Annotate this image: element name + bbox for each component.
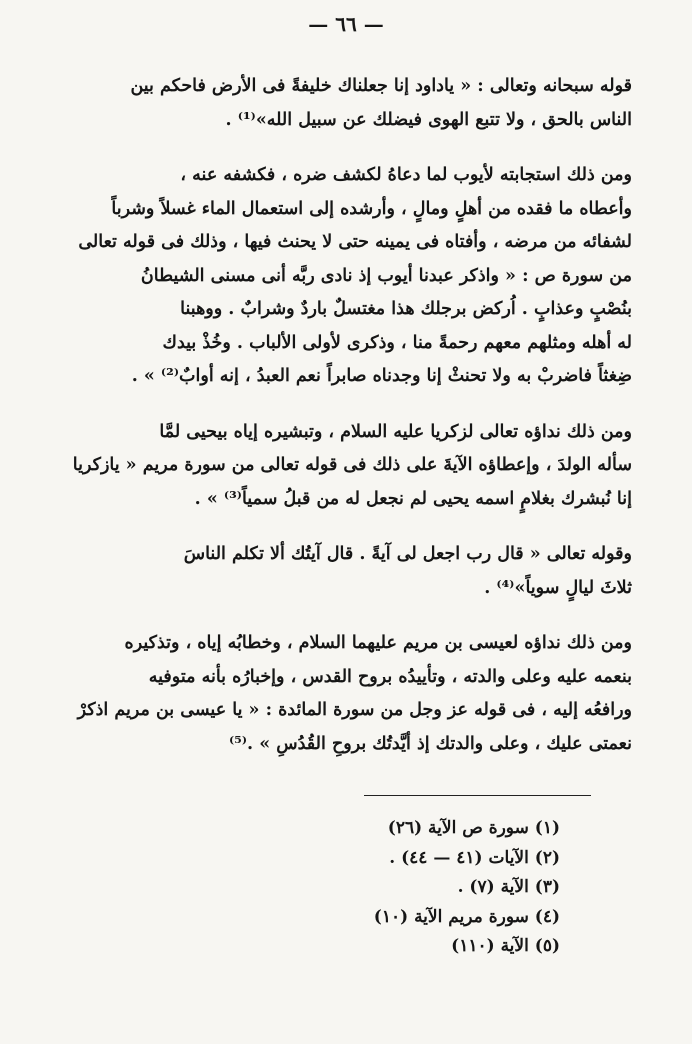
text-line: قوله سبحانه وتعالى : « ياداود إنا جعلناك خليفةً فى الأرض فاحكم بين (130, 76, 632, 96)
footnote-divider (364, 795, 591, 796)
footnote: (٤) سورة مريم الآية (١٠) (373, 906, 560, 927)
text-line: بنُصْبٍ وعذابٍ . اُركض برجلك هذا مغتسلٌ باردٌ وشرابٌ . ووهبنا (180, 299, 632, 319)
text-line: نعمتى عليك ، وعلى والدتك إذ أيَّدتُك بروحِ القُدُسِ » .⁽⁵⁾ (228, 733, 632, 754)
text-line: ضِغثاً فاضربْ به ولا تحنثْ إنا وجدناه صابراً نعم العبدُ ، إنه أوابٌ⁽²⁾ » . (131, 366, 632, 386)
paragraph-3 (60, 416, 632, 517)
text-line: ورافعُه إليه ، فى قوله عز وجل من سورة المائدة : « يا عيسى بن مريم اذكرْ (77, 700, 632, 720)
text-line: من سورة ص : « واذكر عبدنا أيوب إذ نادى ربَّه أنى مسنى الشيطانُ (140, 265, 632, 286)
text-line: ومن ذلك نداؤه تعالى لزكريا عليه السلام ، وتبشيره إياه بيحيى لمَّا (159, 421, 632, 442)
text-line: ومن ذلك نداؤه لعيسى بن مريم عليهما السلام ، وخطابُه إياه ، وتذكيره (124, 633, 632, 653)
paragraph-5 (60, 627, 632, 761)
footnote: (٥) الآية (١١٠) (451, 936, 560, 956)
footnote: (٢) الآيات (٤١ — ٤٤) . (389, 847, 560, 868)
text-line: سأله الولدَ ، وإعطاؤه الآيةَ على ذلك فى قوله تعالى من سورة مريم « يازكريا (72, 455, 632, 475)
text-line: ومن ذلك استجابته لأيوب لما دعاهُ لكشف ضره ، فكشفه عنه ، (180, 165, 632, 185)
text-line: له أهله ومثلهم معهم رحمةً منا ، وذكرى لأولى الألباب . وخُذْ بيدك (162, 332, 632, 353)
text-line: وأعطاه ما فقده من أهلٍ ومالٍ ، وأرشده إلى استعمال الماء غسلاً وشرباً (111, 198, 632, 219)
paragraph-4 (60, 538, 632, 605)
text-line: لشفائه من مرضه ، وأفتاه فى يمينه حتى لا يحنث فيها ، وذلك فى قوله تعالى (78, 232, 632, 252)
text-line: إنا نُبشرك بغلامٍ اسمه يحيى لم نجعل له من قبلُ سمياً⁽³⁾ » . (194, 488, 632, 509)
main-text (60, 70, 632, 783)
paragraph-2 (60, 159, 632, 394)
text-line: الناس بالحق ، ولا تتبع الهوى فيضلك عن سبيل الله»⁽¹⁾ . (225, 109, 632, 130)
text-line: بنعمه عليه وعلى والدته ، وتأييدُه بروح القدس ، وإخبارُه بأنه متوفيه (148, 666, 632, 687)
footnote: (١) سورة ص الآية (٢٦) (387, 818, 560, 838)
footnotes (260, 814, 560, 962)
text-line: ثلاثَ ليالٍ سوياً»⁽⁴⁾ . (484, 577, 632, 598)
paragraph-1 (60, 70, 632, 137)
page-number: — ٦٦ — (308, 12, 384, 36)
text-line: وقوله تعالى « قال رب اجعل لى آيةً . قال آيتُك ألا تكلم الناسَ (183, 544, 632, 564)
footnote: (٣) الآية (٧) . (457, 877, 560, 897)
